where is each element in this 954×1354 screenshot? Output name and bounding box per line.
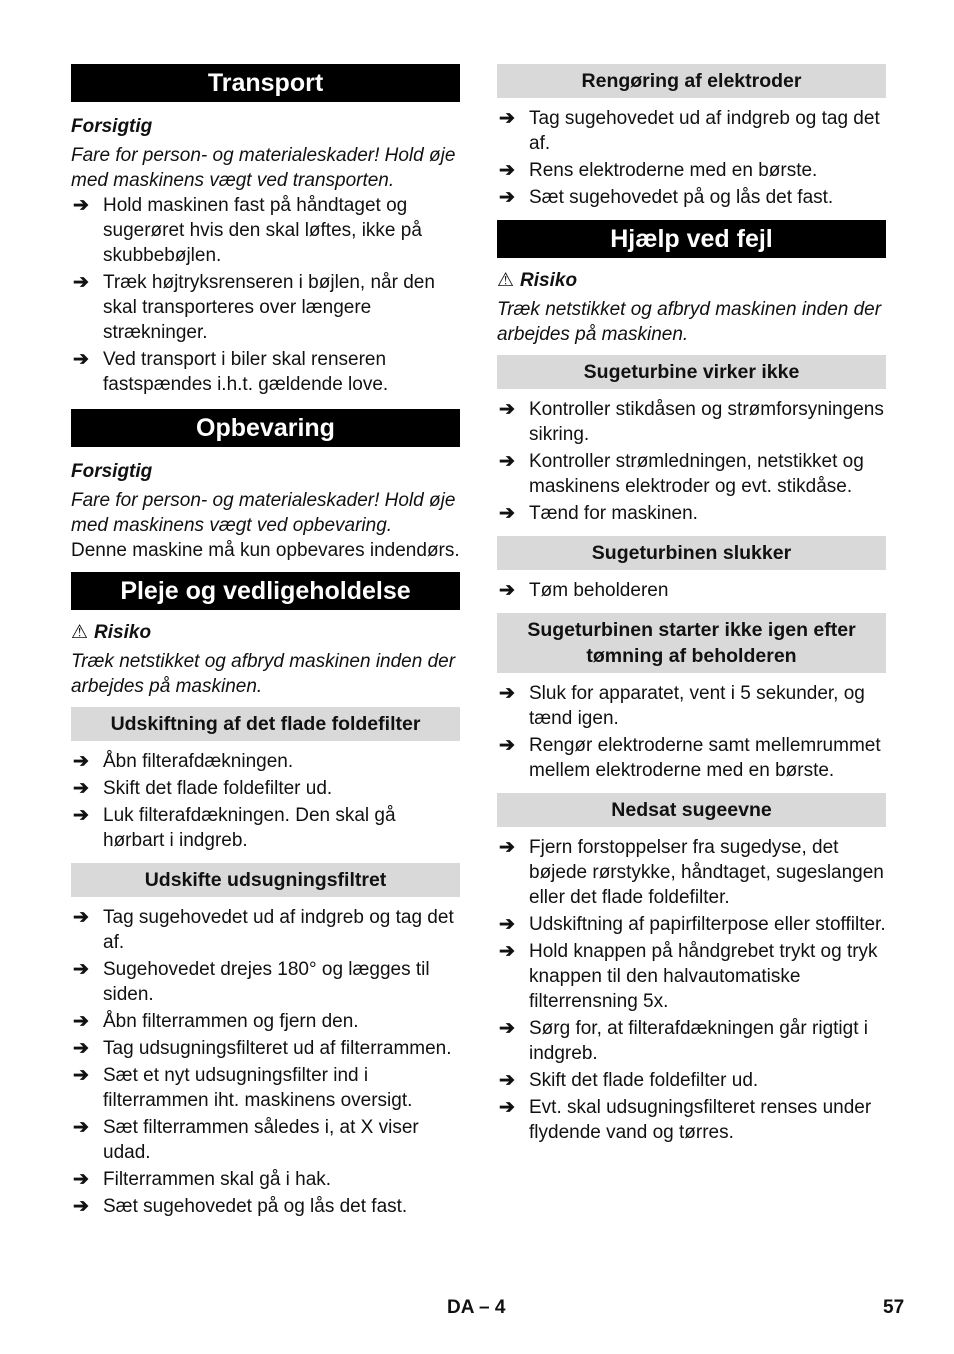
caution-title: Forsigtig [71,116,153,137]
caution-text: Fare for person- og materialeskader! Hold øje med maskinens vægt ved opbevaring. [71,490,456,536]
slukker-steps [497,578,886,603]
heading-transport: Transport [71,64,460,102]
arrow-right-icon: ➔ [73,1065,89,1086]
risk-title: ⚠ Risiko [71,622,152,643]
starter-ikke-steps [497,681,886,783]
left-column [71,64,460,1221]
rengoring-steps [497,106,886,210]
arrow-right-icon: ➔ [499,1018,515,1039]
arrow-right-icon: ➔ [73,1038,89,1059]
list-item: ➔ Rens elektroderne med en børste. [499,160,818,181]
list-item: ➔ Hold knappen på håndgrebet trykt og tryk knappen til den halvautomatiske filterrensning 5x. [499,941,878,1012]
arrow-right-icon: ➔ [499,1070,515,1091]
list-item: ➔ Kontroller strømledningen, netstikket og maskinens elektroder og evt. stikdåse. [499,451,864,497]
udsugningsfilter-steps [71,905,460,1219]
subheading-slukker: Sugeturbinen slukker [497,536,886,570]
heading-pleje: Pleje og vedligeholdelse [71,572,460,610]
list-item: ➔ Sæt sugehovedet på og lås det fast. [73,1196,408,1217]
list-item: ➔ Skift det flade foldefilter ud. [499,1070,759,1091]
list-item: ➔ Udskiftning af papirfilterpose eller stoffilter. [499,914,886,935]
risk-text: Træk netstikket og afbryd maskinen inden der arbejdes på maskinen. [71,651,456,697]
risk-text: Træk netstikket og afbryd maskinen inden der arbejdes på maskinen. [497,299,882,345]
subheading-foldefilter: Udskiftning af det flade foldefilter [71,707,460,741]
arrow-right-icon: ➔ [73,778,89,799]
arrow-right-icon: ➔ [73,805,89,826]
arrow-right-icon: ➔ [73,751,89,772]
list-item: ➔ Fjern forstoppelser fra sugedyse, det bøjede rørstykke, håndtaget, sugeslangen eller det flade foldefilter. [499,837,884,908]
arrow-right-icon: ➔ [499,160,515,181]
list-item: ➔ Tag sugehovedet ud af indgreb og tag det af. [73,907,454,953]
list-item: ➔ Sluk for apparatet, vent i 5 sekunder, og tænd igen. [499,683,865,729]
list-item: ➔ Hold maskinen fast på håndtaget og sugerøret hvis den skal løftes, ikke på skubbebøjlen. [73,195,422,266]
heading-hjaelp: Hjælp ved fejl [497,220,886,258]
list-item: ➔ Filterrammen skal gå i hak. [73,1169,332,1190]
list-item: ➔ Evt. skal udsugningsfilteret renses under flydende vand og tørres. [499,1097,872,1143]
list-item: ➔ Åbn filterafdækningen. [73,751,294,772]
arrow-right-icon: ➔ [73,907,89,928]
footer-page-number: 57 [883,1297,905,1318]
arrow-right-icon: ➔ [73,272,89,293]
arrow-right-icon: ➔ [499,108,515,129]
arrow-right-icon: ➔ [73,195,89,216]
arrow-right-icon: ➔ [73,1196,89,1217]
warning-triangle-icon: ⚠ [71,622,89,643]
list-item: ➔ Ved transport i biler skal renseren fastspændes i.h.t. gældende love. [73,349,389,395]
foldefilter-steps [71,749,460,853]
list-item: ➔ Åbn filterrammen og fjern den. [73,1011,359,1032]
arrow-right-icon: ➔ [499,187,515,208]
nedsat-sugeevne-steps [497,835,886,1145]
subheading-rengoring: Rengøring af elektroder [497,64,886,98]
list-item: ➔ Sæt filterrammen således i, at X viser udad. [73,1117,419,1163]
list-item: ➔ Rengør elektroderne samt mellemrummet mellem elektroderne med en børste. [499,735,881,781]
subheading-udsugningsfilter: Udskifte udsugningsfiltret [71,863,460,897]
subheading-virker-ikke: Sugeturbine virker ikke [497,355,886,389]
warning-triangle-icon: ⚠ [497,270,515,291]
list-item: ➔ Sæt sugehovedet på og lås det fast. [499,187,834,208]
arrow-right-icon: ➔ [499,580,515,601]
subheading-starter-ikke: Sugeturbinen starter ikke igen efter tømning af beholderen [497,613,886,673]
arrow-right-icon: ➔ [73,1011,89,1032]
list-item: ➔ Sørg for, at filterafdækningen går rigtigt i indgreb. [499,1018,868,1064]
list-item: ➔ Tag udsugningsfilteret ud af filterrammen. [73,1038,452,1059]
list-item: ➔ Skift det flade foldefilter ud. [73,778,333,799]
virker-ikke-steps [497,397,886,526]
risk-title: ⚠ Risiko [497,270,578,291]
arrow-right-icon: ➔ [499,735,515,756]
heading-opbevaring: Opbevaring [71,409,460,447]
caution-title: Forsigtig [71,461,153,482]
list-item: ➔ Tænd for maskinen. [499,503,698,524]
list-item: ➔ Træk højtryksrenseren i bøjlen, når den skal transporteres over længere strækninger. [73,272,435,343]
arrow-right-icon: ➔ [73,1117,89,1138]
arrow-right-icon: ➔ [499,941,515,962]
subheading-nedsat-sugeevne: Nedsat sugeevne [497,793,886,827]
list-item: ➔ Tag sugehovedet ud af indgreb og tag det af. [499,108,880,154]
list-item: ➔ Sæt et nyt udsugningsfilter ind i filterrammen iht. maskinens oversigt. [73,1065,413,1111]
arrow-right-icon: ➔ [73,1169,89,1190]
right-column [497,64,886,1147]
footer-section-label: DA – 4 [447,1297,506,1318]
caution-text: Fare for person- og materialeskader! Hold øje med maskinens vægt ved transporten. [71,145,456,191]
arrow-right-icon: ➔ [499,683,515,704]
arrow-right-icon: ➔ [73,349,89,370]
arrow-right-icon: ➔ [499,1097,515,1118]
arrow-right-icon: ➔ [499,451,515,472]
transport-steps [71,193,460,397]
arrow-right-icon: ➔ [499,914,515,935]
arrow-right-icon: ➔ [499,837,515,858]
arrow-right-icon: ➔ [499,399,515,420]
arrow-right-icon: ➔ [499,503,515,524]
storage-text: Denne maskine må kun opbevares indendørs. [71,540,460,561]
list-item: ➔ Kontroller stikdåsen og strømforsyningens sikring. [499,399,884,445]
list-item: ➔ Sugehovedet drejes 180° og lægges til siden. [73,959,430,1005]
arrow-right-icon: ➔ [73,959,89,980]
list-item: ➔ Tøm beholderen [499,580,669,601]
list-item: ➔ Luk filterafdækningen. Den skal gå hørbart i indgreb. [73,805,396,851]
